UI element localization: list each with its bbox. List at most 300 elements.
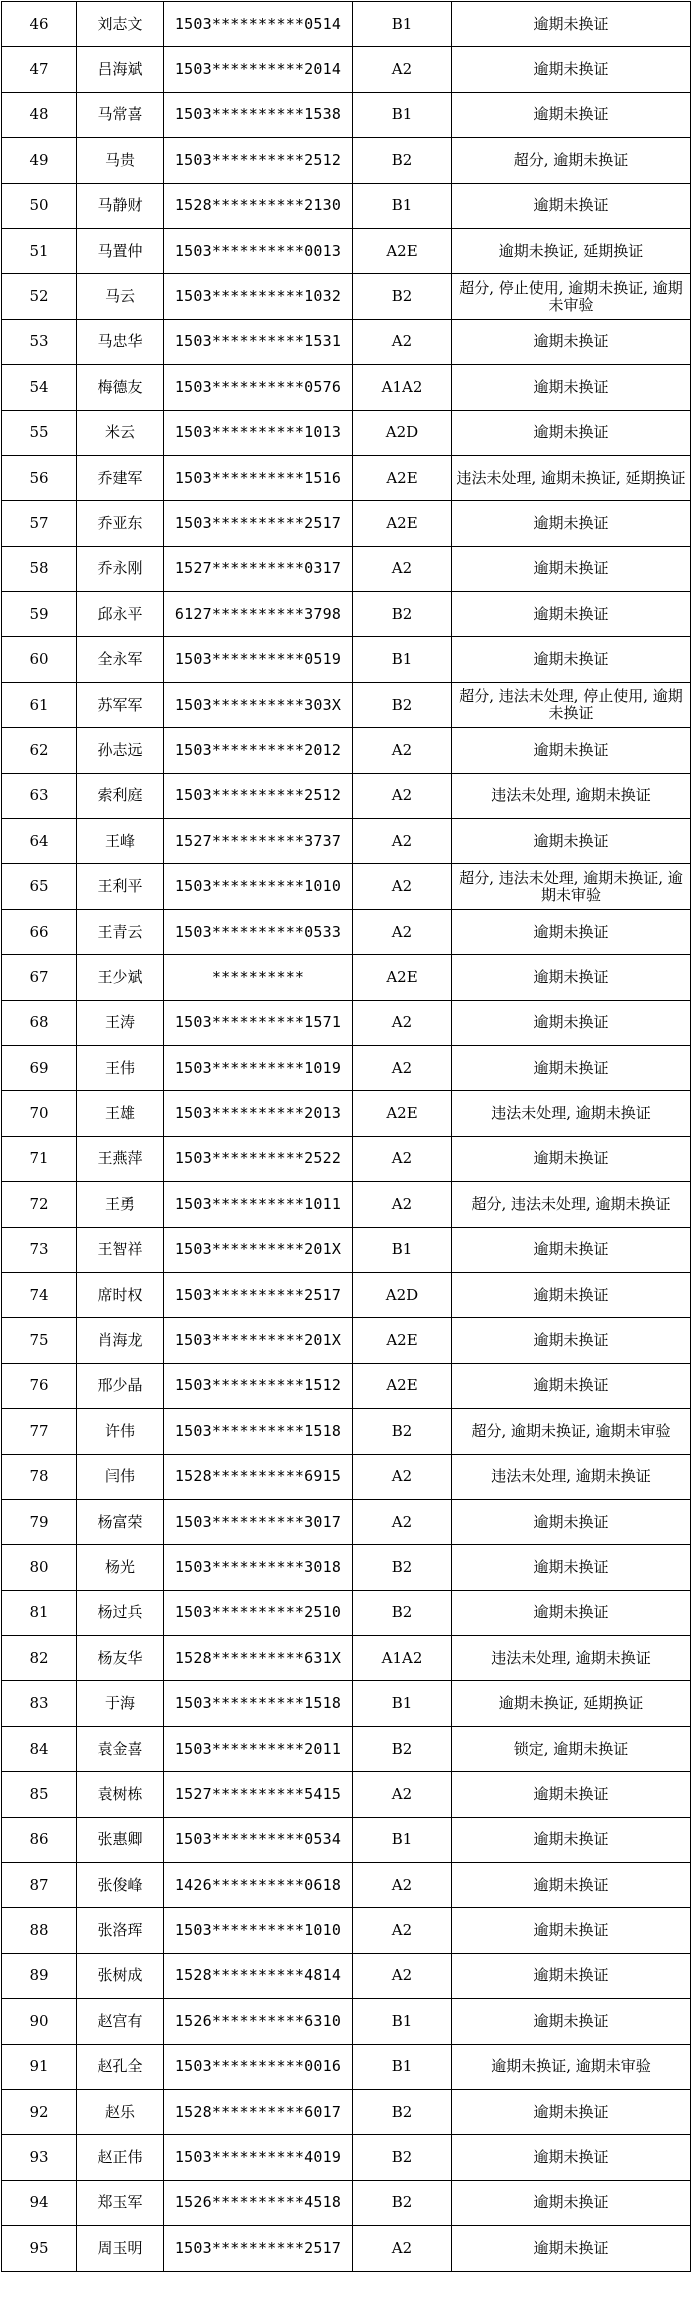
- license-status: 逾期未换证: [452, 955, 691, 1000]
- id-number: 1503**********303X: [164, 682, 353, 727]
- license-status: 超分, 逾期未换证, 逾期未审验: [452, 1409, 691, 1454]
- table-row: [2, 773, 691, 818]
- driver-name: 乔亚东: [77, 501, 164, 546]
- driver-name: 张俊峰: [77, 1863, 164, 1908]
- driver-name: 张惠卿: [77, 1817, 164, 1862]
- table-row: [2, 728, 691, 773]
- id-number: 1503**********0519: [164, 637, 353, 682]
- license-status: 逾期未换证: [452, 183, 691, 228]
- row-number: 83: [2, 1681, 77, 1726]
- driver-name: 赵乐: [77, 2089, 164, 2134]
- id-number: 1503**********1010: [164, 1908, 353, 1953]
- license-status: 违法未处理, 逾期未换证, 延期换证: [452, 455, 691, 500]
- license-class: A2: [353, 1454, 452, 1499]
- id-number: 1503**********2512: [164, 773, 353, 818]
- license-class: A2D: [353, 410, 452, 455]
- license-status: 逾期未换证: [452, 1772, 691, 1817]
- license-class: A2E: [353, 1318, 452, 1363]
- table-row: [2, 2226, 691, 2271]
- row-number: 62: [2, 728, 77, 773]
- id-number: 1503**********2517: [164, 1272, 353, 1317]
- table-row: [2, 637, 691, 682]
- row-number: 89: [2, 1953, 77, 1998]
- driver-name: 杨富荣: [77, 1499, 164, 1544]
- driver-name: 周玉明: [77, 2226, 164, 2271]
- id-number: 1503**********2517: [164, 501, 353, 546]
- license-class: A2: [353, 1908, 452, 1953]
- driver-name: 王燕萍: [77, 1136, 164, 1181]
- table-row: [2, 1499, 691, 1544]
- table-row: [2, 319, 691, 364]
- table-row: [2, 1681, 691, 1726]
- id-number: 1503**********2011: [164, 1726, 353, 1771]
- id-number: 1503**********0013: [164, 228, 353, 273]
- id-number: 1503**********1516: [164, 455, 353, 500]
- id-number: 1526**********6310: [164, 1999, 353, 2044]
- row-number: 82: [2, 1636, 77, 1681]
- table-row: [2, 410, 691, 455]
- license-class: B2: [353, 1409, 452, 1454]
- driver-name: 马贵: [77, 138, 164, 183]
- row-number: 53: [2, 319, 77, 364]
- license-class: A2E: [353, 501, 452, 546]
- license-status: 超分, 停止使用, 逾期未换证, 逾期未审验: [452, 274, 691, 319]
- license-class: B2: [353, 2089, 452, 2134]
- table-row: [2, 592, 691, 637]
- id-number: 1527**********5415: [164, 1772, 353, 1817]
- driver-name: 张洛珲: [77, 1908, 164, 1953]
- license-status: 违法未处理, 逾期未换证: [452, 1636, 691, 1681]
- id-number: 1503**********1013: [164, 410, 353, 455]
- license-status: 逾期未换证: [452, 637, 691, 682]
- row-number: 80: [2, 1545, 77, 1590]
- id-number: 6127**********3798: [164, 592, 353, 637]
- driver-name: 郑玉军: [77, 2180, 164, 2225]
- table-row: [2, 1182, 691, 1227]
- license-class: B1: [353, 2044, 452, 2089]
- id-number: 1526**********4518: [164, 2180, 353, 2225]
- table-row: [2, 2089, 691, 2134]
- table-row: [2, 1000, 691, 1045]
- license-status: 逾期未换证, 延期换证: [452, 1681, 691, 1726]
- row-number: 61: [2, 682, 77, 727]
- id-number: 1503**********0016: [164, 2044, 353, 2089]
- row-number: 73: [2, 1227, 77, 1272]
- id-number: 1503**********1011: [164, 1182, 353, 1227]
- table-row: [2, 1409, 691, 1454]
- driver-name: 王青云: [77, 909, 164, 954]
- license-class: B1: [353, 637, 452, 682]
- row-number: 95: [2, 2226, 77, 2271]
- license-status: 逾期未换证: [452, 909, 691, 954]
- id-number: 1503**********0514: [164, 2, 353, 47]
- license-status: 逾期未换证: [452, 1863, 691, 1908]
- table-row: [2, 1953, 691, 1998]
- driver-name: 于海: [77, 1681, 164, 1726]
- table-row: [2, 1363, 691, 1408]
- id-number: 1503**********2510: [164, 1590, 353, 1635]
- driver-name: 苏军军: [77, 682, 164, 727]
- license-class: B2: [353, 2135, 452, 2180]
- table-row: [2, 274, 691, 319]
- id-number: 1503**********2012: [164, 728, 353, 773]
- license-class: A2: [353, 1000, 452, 1045]
- driver-name: 杨光: [77, 1545, 164, 1590]
- table-row: [2, 501, 691, 546]
- license-status: 逾期未换证: [452, 1953, 691, 1998]
- license-class: A2: [353, 728, 452, 773]
- license-class: A2: [353, 546, 452, 591]
- table-row: [2, 2, 691, 47]
- row-number: 94: [2, 2180, 77, 2225]
- license-class: A2E: [353, 228, 452, 273]
- driver-name: 王伟: [77, 1045, 164, 1090]
- row-number: 58: [2, 546, 77, 591]
- driver-name: 孙志远: [77, 728, 164, 773]
- table-row: [2, 1545, 691, 1590]
- row-number: 55: [2, 410, 77, 455]
- license-status: 逾期未换证: [452, 1272, 691, 1317]
- table-row: [2, 546, 691, 591]
- license-class: A2: [353, 1182, 452, 1227]
- id-number: 1528**********631X: [164, 1636, 353, 1681]
- id-number: 1503**********201X: [164, 1227, 353, 1272]
- license-class: B1: [353, 2, 452, 47]
- table-row: [2, 455, 691, 500]
- license-status: 逾期未换证: [452, 1545, 691, 1590]
- table-row: [2, 955, 691, 1000]
- driver-name: 杨友华: [77, 1636, 164, 1681]
- table-row: [2, 819, 691, 864]
- license-class: B2: [353, 274, 452, 319]
- row-number: 87: [2, 1863, 77, 1908]
- table-row: [2, 2044, 691, 2089]
- license-status: 逾期未换证: [452, 2226, 691, 2271]
- id-number: 1503**********1019: [164, 1045, 353, 1090]
- license-class: B2: [353, 1590, 452, 1635]
- license-status: 违法未处理, 逾期未换证: [452, 1091, 691, 1136]
- license-status: 逾期未换证: [452, 592, 691, 637]
- driver-name: 王勇: [77, 1182, 164, 1227]
- table-row: [2, 365, 691, 410]
- license-class: A2: [353, 819, 452, 864]
- row-number: 72: [2, 1182, 77, 1227]
- table-row: [2, 1817, 691, 1862]
- license-class: A2: [353, 1045, 452, 1090]
- license-class: A2: [353, 1772, 452, 1817]
- driver-name: 席时权: [77, 1272, 164, 1317]
- license-status: 逾期未换证: [452, 2135, 691, 2180]
- license-class: B1: [353, 183, 452, 228]
- table-row: [2, 864, 691, 909]
- id-number: 1503**********2512: [164, 138, 353, 183]
- table-row: [2, 228, 691, 273]
- id-number: 1503**********1538: [164, 92, 353, 137]
- table-row: [2, 1227, 691, 1272]
- driver-name: 王少斌: [77, 955, 164, 1000]
- row-number: 77: [2, 1409, 77, 1454]
- license-status: 逾期未换证: [452, 819, 691, 864]
- id-number: 1503**********1512: [164, 1363, 353, 1408]
- license-status: 逾期未换证: [452, 501, 691, 546]
- driver-name: 马云: [77, 274, 164, 319]
- row-number: 56: [2, 455, 77, 500]
- license-status: 违法未处理, 逾期未换证: [452, 773, 691, 818]
- license-class: B2: [353, 682, 452, 727]
- table-row: [2, 138, 691, 183]
- driver-name: 米云: [77, 410, 164, 455]
- license-class: A2: [353, 1863, 452, 1908]
- table-row: [2, 1045, 691, 1090]
- license-class: A2: [353, 2226, 452, 2271]
- table-row: [2, 682, 691, 727]
- license-class: B2: [353, 2180, 452, 2225]
- license-status: 逾期未换证: [452, 410, 691, 455]
- row-number: 54: [2, 365, 77, 410]
- row-number: 79: [2, 1499, 77, 1544]
- table-row: [2, 1136, 691, 1181]
- id-number: 1503**********2014: [164, 47, 353, 92]
- row-number: 64: [2, 819, 77, 864]
- license-class: A2: [353, 909, 452, 954]
- table-row: [2, 909, 691, 954]
- license-class: A2E: [353, 1363, 452, 1408]
- license-status: 逾期未换证: [452, 1499, 691, 1544]
- driver-name: 赵孔全: [77, 2044, 164, 2089]
- id-number: 1503**********1010: [164, 864, 353, 909]
- row-number: 70: [2, 1091, 77, 1136]
- license-status: 超分, 逾期未换证: [452, 138, 691, 183]
- license-status: 逾期未换证: [452, 2180, 691, 2225]
- table-row: [2, 183, 691, 228]
- license-class: A2E: [353, 955, 452, 1000]
- license-class: A2E: [353, 455, 452, 500]
- id-number: 1503**********1531: [164, 319, 353, 364]
- driver-name: 袁金喜: [77, 1726, 164, 1771]
- license-class: B2: [353, 138, 452, 183]
- table-row: [2, 1908, 691, 1953]
- row-number: 67: [2, 955, 77, 1000]
- table-row: [2, 2135, 691, 2180]
- license-class: A2: [353, 1953, 452, 1998]
- id-number: 1503**********1032: [164, 274, 353, 319]
- driver-name: 肖海龙: [77, 1318, 164, 1363]
- license-table: [1, 1, 691, 2272]
- driver-name: 张树成: [77, 1953, 164, 1998]
- row-number: 92: [2, 2089, 77, 2134]
- driver-name: 闫伟: [77, 1454, 164, 1499]
- row-number: 48: [2, 92, 77, 137]
- license-class: B1: [353, 1999, 452, 2044]
- license-class: A2D: [353, 1272, 452, 1317]
- table-row: [2, 1863, 691, 1908]
- license-status: 违法未处理, 逾期未换证: [452, 1454, 691, 1499]
- license-status: 逾期未换证: [452, 2, 691, 47]
- table-row: [2, 47, 691, 92]
- id-number: 1527**********0317: [164, 546, 353, 591]
- table-row: [2, 1454, 691, 1499]
- license-status: 逾期未换证: [452, 546, 691, 591]
- row-number: 66: [2, 909, 77, 954]
- license-class: B2: [353, 1545, 452, 1590]
- id-number: 1503**********2013: [164, 1091, 353, 1136]
- row-number: 74: [2, 1272, 77, 1317]
- id-number: 1503**********0576: [164, 365, 353, 410]
- row-number: 51: [2, 228, 77, 273]
- driver-name: 王峰: [77, 819, 164, 864]
- row-number: 75: [2, 1318, 77, 1363]
- row-number: 57: [2, 501, 77, 546]
- license-class: A2: [353, 773, 452, 818]
- license-class: A2: [353, 47, 452, 92]
- license-status: 超分, 违法未处理, 停止使用, 逾期未换证: [452, 682, 691, 727]
- driver-name: 王涛: [77, 1000, 164, 1045]
- license-status: 逾期未换证: [452, 92, 691, 137]
- table-row: [2, 1590, 691, 1635]
- row-number: 85: [2, 1772, 77, 1817]
- id-number: 1503**********1518: [164, 1681, 353, 1726]
- row-number: 81: [2, 1590, 77, 1635]
- driver-name: 袁树栋: [77, 1772, 164, 1817]
- row-number: 52: [2, 274, 77, 319]
- driver-name: 吕海斌: [77, 47, 164, 92]
- license-status: 逾期未换证: [452, 1999, 691, 2044]
- driver-name: 刘志文: [77, 2, 164, 47]
- license-status: 逾期未换证, 延期换证: [452, 228, 691, 273]
- license-status: 逾期未换证: [452, 728, 691, 773]
- id-number: 1503**********1518: [164, 1409, 353, 1454]
- license-status: 逾期未换证, 逾期未审验: [452, 2044, 691, 2089]
- license-status: 锁定, 逾期未换证: [452, 1726, 691, 1771]
- row-number: 65: [2, 864, 77, 909]
- driver-name: 王雄: [77, 1091, 164, 1136]
- row-number: 90: [2, 1999, 77, 2044]
- table-body: [2, 2, 691, 2272]
- driver-name: 马置仲: [77, 228, 164, 273]
- id-number: 1503**********201X: [164, 1318, 353, 1363]
- driver-name: 王智祥: [77, 1227, 164, 1272]
- license-status: 超分, 违法未处理, 逾期未换证, 逾期未审验: [452, 864, 691, 909]
- license-status: 逾期未换证: [452, 1908, 691, 1953]
- license-status: 超分, 违法未处理, 逾期未换证: [452, 1182, 691, 1227]
- license-status: 逾期未换证: [452, 1817, 691, 1862]
- driver-name: 全永军: [77, 637, 164, 682]
- table-row: [2, 1636, 691, 1681]
- license-status: 逾期未换证: [452, 319, 691, 364]
- license-class: B1: [353, 1817, 452, 1862]
- id-number: **********: [164, 955, 353, 1000]
- table-row: [2, 1726, 691, 1771]
- license-class: A2E: [353, 1091, 452, 1136]
- row-number: 68: [2, 1000, 77, 1045]
- row-number: 69: [2, 1045, 77, 1090]
- driver-name: 马常喜: [77, 92, 164, 137]
- license-status: 逾期未换证: [452, 2089, 691, 2134]
- driver-name: 马忠华: [77, 319, 164, 364]
- id-number: 1503**********4019: [164, 2135, 353, 2180]
- table-row: [2, 1272, 691, 1317]
- license-class: A2: [353, 319, 452, 364]
- license-status: 逾期未换证: [452, 1590, 691, 1635]
- row-number: 88: [2, 1908, 77, 1953]
- row-number: 47: [2, 47, 77, 92]
- row-number: 63: [2, 773, 77, 818]
- row-number: 50: [2, 183, 77, 228]
- license-status: 逾期未换证: [452, 1363, 691, 1408]
- id-number: 1503**********0533: [164, 909, 353, 954]
- license-status: 逾期未换证: [452, 1000, 691, 1045]
- table-row: [2, 2180, 691, 2225]
- driver-name: 杨过兵: [77, 1590, 164, 1635]
- license-class: A2: [353, 864, 452, 909]
- driver-name: 马静财: [77, 183, 164, 228]
- id-number: 1503**********2517: [164, 2226, 353, 2271]
- driver-name: 王利平: [77, 864, 164, 909]
- driver-name: 索利庭: [77, 773, 164, 818]
- driver-name: 邢少晶: [77, 1363, 164, 1408]
- id-number: 1528**********6017: [164, 2089, 353, 2134]
- table-row: [2, 92, 691, 137]
- license-class: A1A2: [353, 1636, 452, 1681]
- id-number: 1503**********1571: [164, 1000, 353, 1045]
- table-row: [2, 1091, 691, 1136]
- id-number: 1503**********2522: [164, 1136, 353, 1181]
- license-class: A2: [353, 1499, 452, 1544]
- id-number: 1503**********3017: [164, 1499, 353, 1544]
- driver-name: 赵宫有: [77, 1999, 164, 2044]
- row-number: 71: [2, 1136, 77, 1181]
- row-number: 91: [2, 2044, 77, 2089]
- license-class: B1: [353, 1227, 452, 1272]
- row-number: 49: [2, 138, 77, 183]
- id-number: 1503**********0534: [164, 1817, 353, 1862]
- driver-name: 赵正伟: [77, 2135, 164, 2180]
- id-number: 1528**********6915: [164, 1454, 353, 1499]
- license-status: 逾期未换证: [452, 47, 691, 92]
- id-number: 1503**********3018: [164, 1545, 353, 1590]
- license-class: B1: [353, 1681, 452, 1726]
- row-number: 60: [2, 637, 77, 682]
- license-status: 逾期未换证: [452, 1136, 691, 1181]
- driver-name: 许伟: [77, 1409, 164, 1454]
- license-class: A1A2: [353, 365, 452, 410]
- row-number: 86: [2, 1817, 77, 1862]
- driver-name: 乔建军: [77, 455, 164, 500]
- license-status: 逾期未换证: [452, 1045, 691, 1090]
- row-number: 78: [2, 1454, 77, 1499]
- row-number: 59: [2, 592, 77, 637]
- id-number: 1426**********0618: [164, 1863, 353, 1908]
- table-row: [2, 1999, 691, 2044]
- row-number: 46: [2, 2, 77, 47]
- row-number: 76: [2, 1363, 77, 1408]
- driver-name: 邱永平: [77, 592, 164, 637]
- license-class: B2: [353, 1726, 452, 1771]
- table-row: [2, 1772, 691, 1817]
- license-class: B2: [353, 592, 452, 637]
- license-status: 逾期未换证: [452, 1227, 691, 1272]
- license-class: B1: [353, 92, 452, 137]
- license-status: 逾期未换证: [452, 365, 691, 410]
- row-number: 84: [2, 1726, 77, 1771]
- driver-name: 乔永刚: [77, 546, 164, 591]
- id-number: 1528**********4814: [164, 1953, 353, 1998]
- table-row: [2, 1318, 691, 1363]
- license-status: 逾期未换证: [452, 1318, 691, 1363]
- license-class: A2: [353, 1136, 452, 1181]
- id-number: 1528**********2130: [164, 183, 353, 228]
- driver-name: 梅德友: [77, 365, 164, 410]
